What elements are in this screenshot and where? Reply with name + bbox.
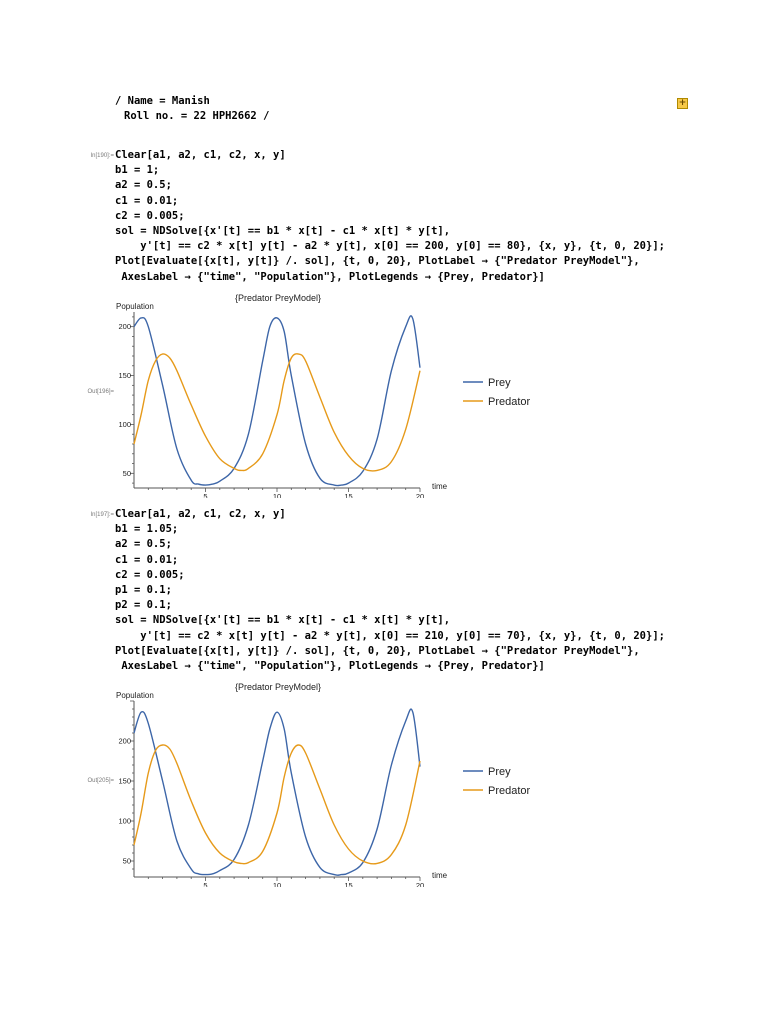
code-line: c2 = 0.005;	[115, 209, 185, 222]
x-tick-label: 15	[344, 492, 353, 498]
code-line: Plot[Evaluate[{x[t], y[t]} /. sol], {t, 0, 20}, PlotLabel → {"Predator PreyModel"},	[115, 644, 640, 657]
code-line: y'[t] == c2 * x[t] y[t] - a2 * y[t], x[0] == 210, y[0] == 70}, {x, y}, {t, 0, 20}];	[115, 629, 665, 642]
y-tick-label: 50	[122, 468, 131, 478]
x-tick-label: 20	[415, 881, 425, 887]
x-tick-label: 5	[203, 881, 208, 887]
legend-label-predator: Predator	[488, 785, 531, 797]
expand-cell-button[interactable]: +	[678, 98, 687, 108]
y-tick-label: 200	[118, 736, 131, 746]
y-tick-label: 100	[118, 816, 131, 826]
header-name-line: / Name = Manish	[115, 95, 210, 107]
input-label-1: In[190]:=	[90, 153, 114, 159]
legend-label-predator: Predator	[488, 396, 531, 408]
plot-2	[110, 677, 560, 887]
input-label-2: In[197]:=	[90, 512, 114, 518]
code-line: Clear[a1, a2, c1, c2, x, y]	[115, 149, 286, 161]
code-line: c1 = 0.01;	[115, 194, 179, 207]
x-tick-label: 20	[415, 492, 425, 498]
x-axis-label: time	[432, 482, 448, 491]
plot-1	[110, 288, 560, 498]
code-line: Plot[Evaluate[{x[t], y[t]} /. sol], {t, 0, 20}, PlotLabel → {"Predator PreyModel"},	[115, 255, 640, 268]
x-tick-label: 10	[272, 492, 282, 498]
code-line: AxesLabel → {"time", "Population"}, PlotLegends → {Prey, Predator}]	[115, 660, 545, 673]
y-axis-label: Population	[116, 691, 154, 700]
series-line-predator	[134, 354, 420, 471]
code-line: p2 = 0.1;	[115, 599, 172, 612]
code-line: sol = NDSolve[{x'[t] == b1 * x[t] - c1 * x[t] * y[t],	[115, 614, 451, 627]
series-line-prey	[134, 709, 420, 875]
code-line: c1 = 0.01;	[115, 553, 179, 566]
series-line-predator	[134, 745, 420, 864]
y-tick-label: 50	[122, 856, 131, 866]
header-comment	[115, 94, 269, 124]
plot-title: {Predator PreyModel}	[234, 682, 322, 692]
code-line: Clear[a1, a2, c1, c2, x, y]	[115, 508, 286, 520]
code-line: a2 = 0.5;	[115, 538, 172, 551]
y-tick-label: 200	[118, 322, 131, 332]
legend-label-prey: Prey	[488, 377, 511, 389]
output-label-2: Out[205]=	[87, 778, 114, 784]
x-axis-label: time	[432, 871, 448, 880]
series-line-prey	[134, 316, 420, 486]
code-line: p1 = 0.1;	[115, 584, 172, 597]
legend-label-prey: Prey	[488, 766, 511, 778]
code-line: sol = NDSolve[{x'[t] == b1 * x[t] - c1 * x[t] * y[t],	[115, 225, 451, 238]
plot-1-svg	[110, 288, 560, 498]
y-axis-label: Population	[116, 302, 154, 311]
plot-2-svg	[110, 677, 560, 887]
code-input-2[interactable]	[115, 507, 665, 674]
code-line: b1 = 1.05;	[115, 523, 179, 536]
y-tick-label: 150	[118, 371, 131, 381]
y-tick-label: 150	[118, 776, 131, 786]
x-tick-label: 15	[344, 881, 353, 887]
code-line: y'[t] == c2 * x[t] y[t] - a2 * y[t], x[0] == 200, y[0] == 80}, {x, y}, {t, 0, 20}];	[115, 240, 665, 253]
x-tick-label: 5	[203, 492, 208, 498]
x-tick-label: 10	[272, 881, 282, 887]
code-input-1[interactable]	[115, 148, 665, 285]
code-line: b1 = 1;	[115, 164, 160, 177]
header-roll-line: Roll no. = 22 HPH2662 /	[124, 110, 270, 122]
code-line: AxesLabel → {"time", "Population"}, PlotLegends → {Prey, Predator}]	[115, 270, 545, 283]
plot-title: {Predator PreyModel}	[234, 293, 322, 303]
code-line: c2 = 0.005;	[115, 568, 185, 581]
y-tick-label: 100	[118, 419, 131, 429]
code-line: a2 = 0.5;	[115, 179, 172, 192]
output-label-1: Out[196]=	[87, 389, 114, 395]
